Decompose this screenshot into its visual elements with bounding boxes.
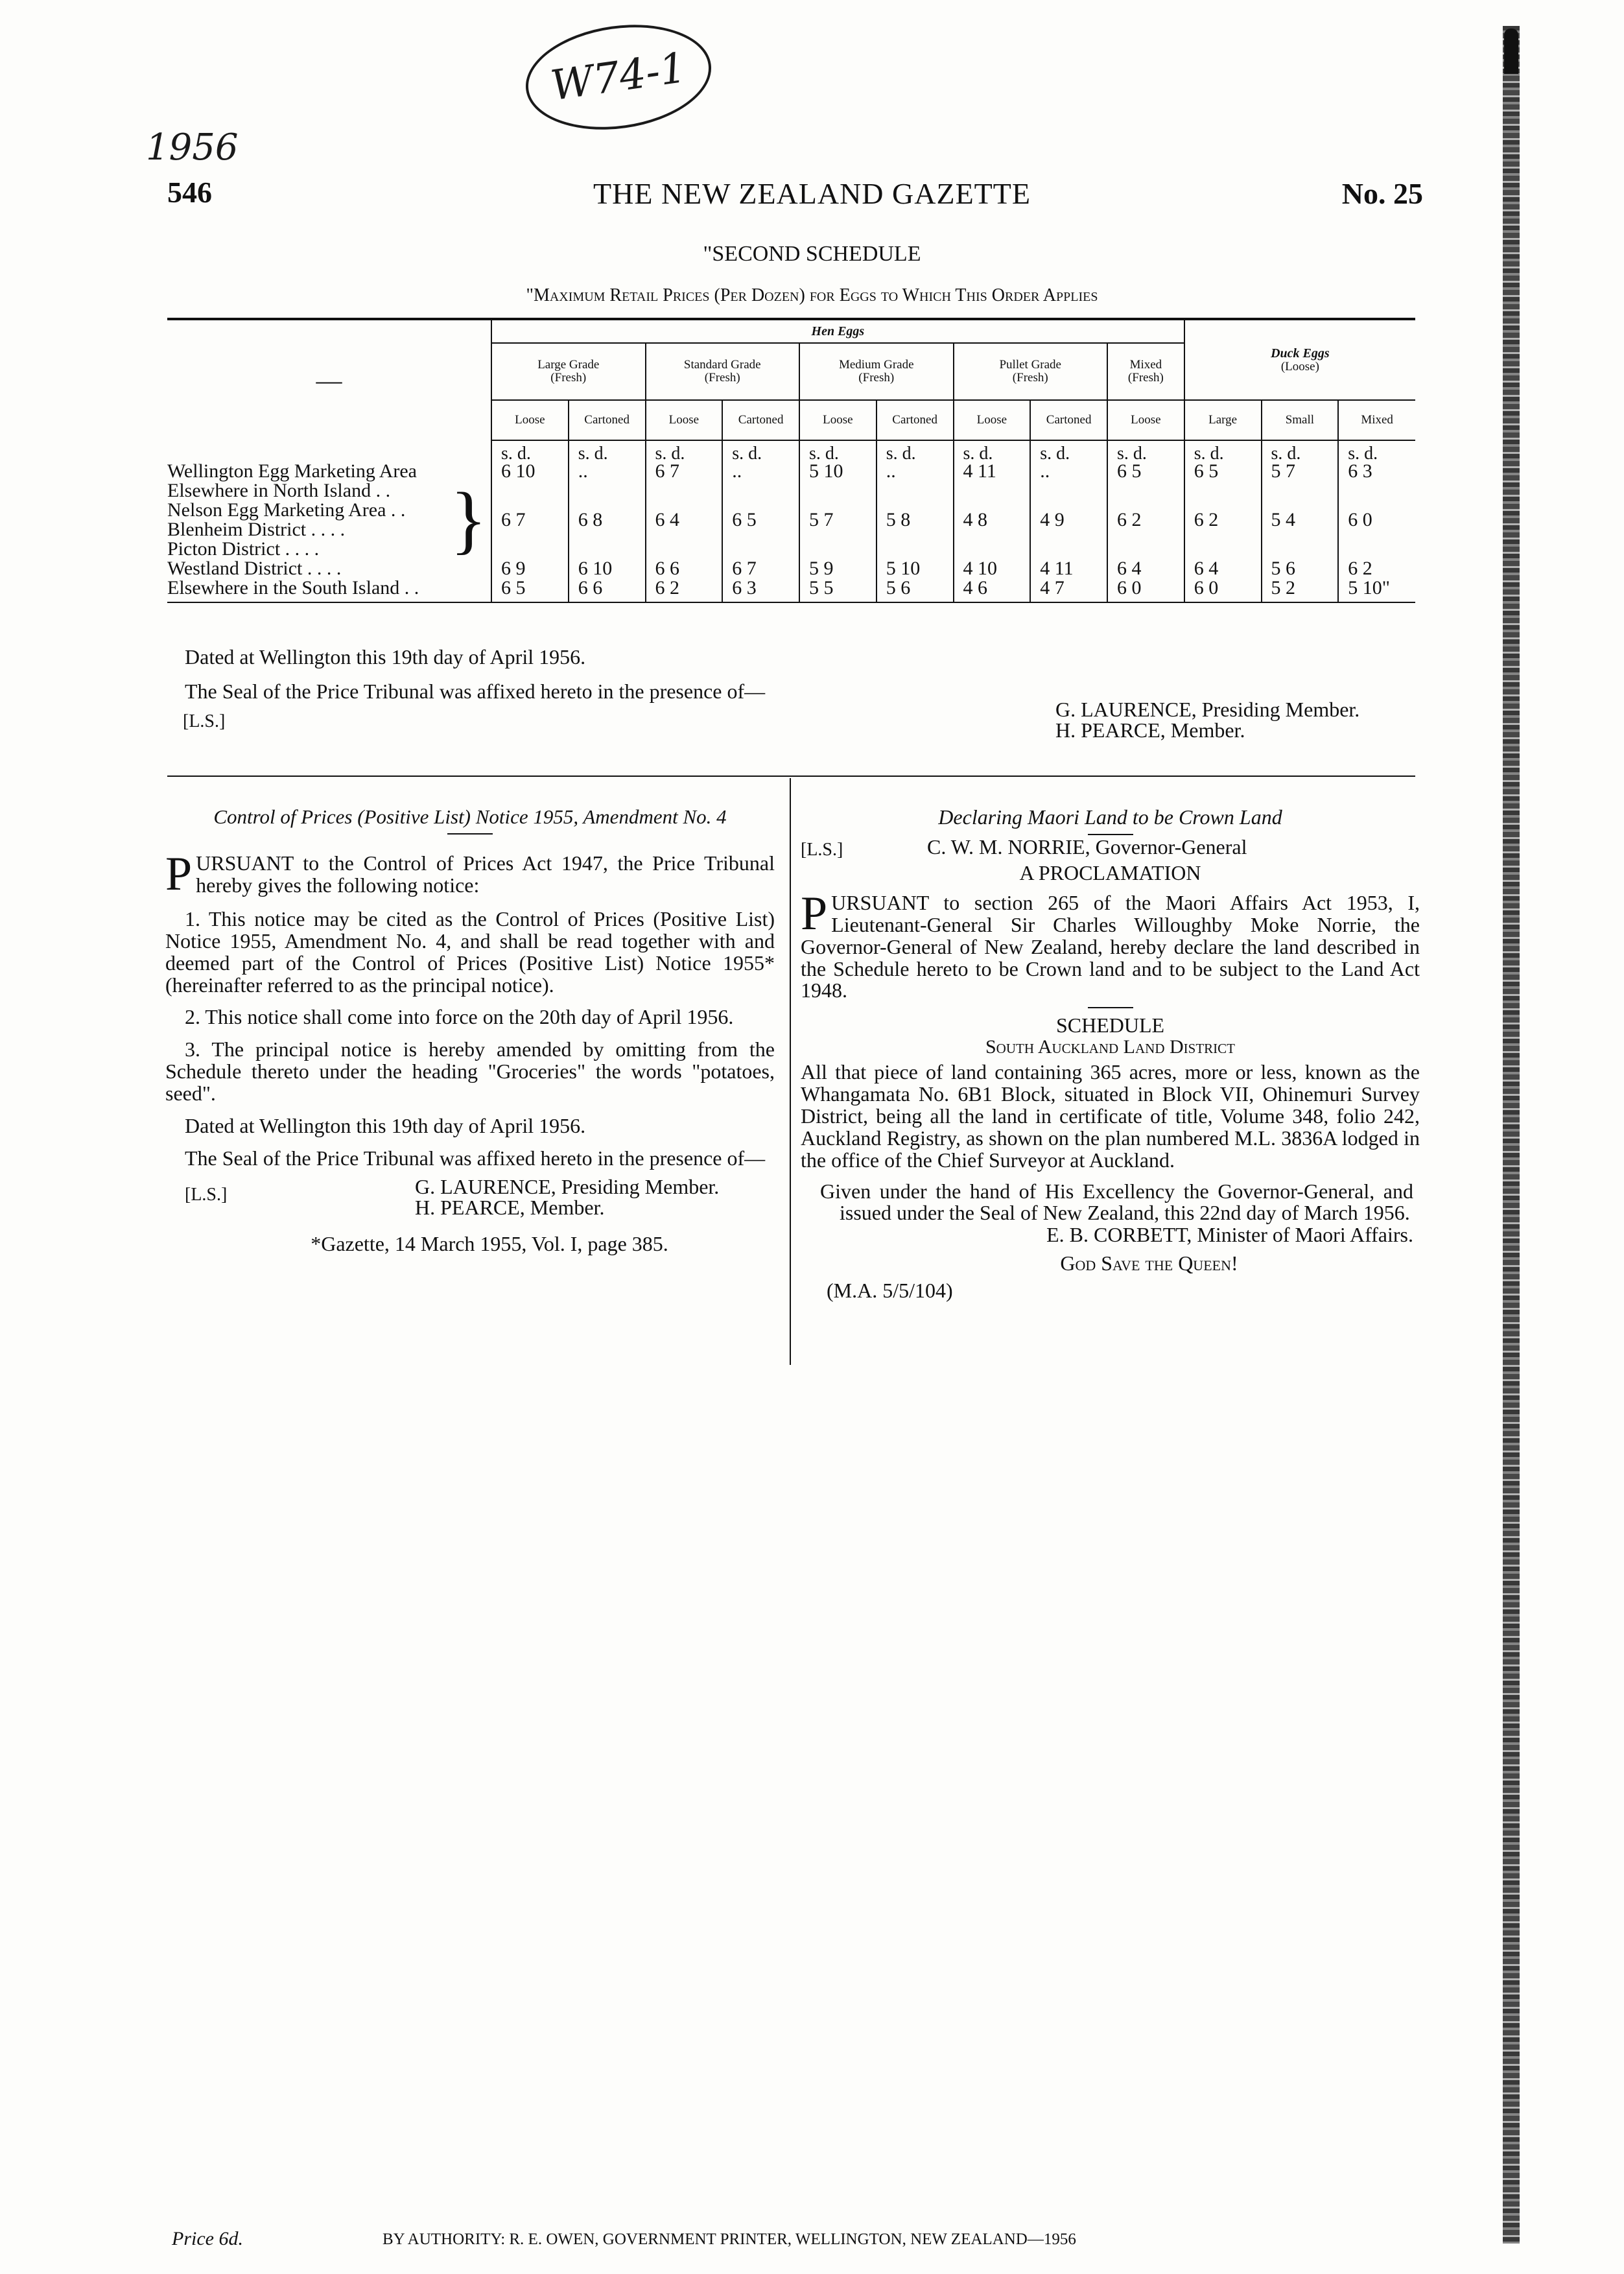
area-name: Wellington Egg Marketing Area xyxy=(167,460,417,482)
price-cell: 6 8 xyxy=(569,481,646,559)
price-cell: 6 7 xyxy=(646,462,723,481)
column-header: Cartoned xyxy=(877,400,954,440)
column-header: Cartoned xyxy=(722,400,799,440)
price-cell: 6 2 xyxy=(1184,481,1262,559)
land-description: All that piece of land containing 365 acres, more or less, known as the Whangamata No. 6B1 Block, situated in Block VII, Ohinemuri Survey District, being all the land in certificate of title, Volume 348, folio 242, Auckland Registry, as shown on the plan numbered M.L. 3836A lodged in the office of the Chief Surveyor at Auckland. xyxy=(801,1060,1420,1172)
section-divider xyxy=(167,776,1415,777)
price-cell: 6 4 xyxy=(1184,559,1262,578)
unit-label: s. d. xyxy=(491,440,569,462)
grouping-brace: } xyxy=(450,477,487,562)
right-ls: [L.S.] xyxy=(801,839,843,860)
price-cell: 6 7 xyxy=(722,559,799,578)
left-clause-2: 2. This notice shall come into force on the 20th day of April 1956. xyxy=(185,1005,734,1029)
duck-eggs-sub: (Loose) xyxy=(1280,359,1319,373)
price-cell: 6 5 xyxy=(1184,462,1262,481)
unit-label: s. d. xyxy=(799,440,877,462)
price-cell: .. xyxy=(877,462,954,481)
unit-label: s. d. xyxy=(1338,440,1415,462)
price-cell: 6 2 xyxy=(1107,481,1184,559)
left-notice-title: Control of Prices (Positive List) Notice 1955, Amendment No. 4 xyxy=(213,805,727,828)
hen-eggs-header: Hen Eggs xyxy=(491,319,1184,343)
area-name: Nelson Egg Marketing Area . . xyxy=(167,499,406,521)
schedule-signer-2: H. PEARCE, Member. xyxy=(1055,718,1245,742)
footer-price: Price 6d. xyxy=(172,2228,243,2249)
price-cell: 6 5 xyxy=(1107,462,1184,481)
price-cell: 6 7 xyxy=(491,481,569,559)
page-number: 546 xyxy=(167,176,212,209)
price-cell: 6 3 xyxy=(722,578,799,602)
schedule-ls: [L.S.] xyxy=(183,711,226,731)
column-divider xyxy=(790,778,791,1365)
left-clause-1: 1. This notice may be cited as the Control of Prices (Positive List) Notice 1955, Amendment No. 4, and shall be read together with and deemed part of the Control of Prices (Positive List) Notice 1955* (hereinafter referred to as the principal notice). xyxy=(165,906,775,997)
table-row xyxy=(167,481,1415,559)
proclamation-heading: A PROCLAMATION xyxy=(1019,860,1201,884)
unit-label: s. d. xyxy=(1262,440,1339,462)
unit-label: s. d. xyxy=(877,440,954,462)
price-cell: 5 10" xyxy=(1338,578,1415,602)
area-name: Blenheim District . . . . xyxy=(167,519,346,540)
column-header: Cartoned xyxy=(1030,400,1107,440)
price-cell: 5 2 xyxy=(1262,578,1339,602)
price-cell: .. xyxy=(569,462,646,481)
column-header: Loose xyxy=(646,400,723,440)
price-cell: 6 0 xyxy=(1338,481,1415,559)
price-cell: 4 11 xyxy=(1030,559,1107,578)
dropcap: P xyxy=(801,886,828,940)
grade-mixed: Mixed (Fresh) xyxy=(1107,343,1184,400)
column-header: Loose xyxy=(491,400,569,440)
column-header: Loose xyxy=(799,400,877,440)
price-cell: 4 8 xyxy=(954,481,1031,559)
price-cell: 6 10 xyxy=(569,559,646,578)
price-cell: 6 3 xyxy=(1338,462,1415,481)
column-header: Mixed xyxy=(1338,400,1415,440)
right-notice xyxy=(801,807,1420,1302)
price-cell: 5 7 xyxy=(799,481,877,559)
grade-large: Large Grade (Fresh) xyxy=(491,343,646,400)
area-name: Westland District . . . . xyxy=(167,558,342,579)
left-dated: Dated at Wellington this 19th day of April 1956. xyxy=(185,1114,586,1138)
grade-pullet: Pullet Grade (Fresh) xyxy=(954,343,1108,400)
table-row xyxy=(167,462,1415,481)
schedule-signer-1: G. LAURENCE, Presiding Member. xyxy=(1055,698,1360,721)
price-cell: 5 6 xyxy=(1262,559,1339,578)
governor-name: C. W. M. NORRIE, Governor-General xyxy=(927,835,1247,859)
unit-label: s. d. xyxy=(1030,440,1107,462)
price-cell: 6 4 xyxy=(646,481,723,559)
left-signer-1: G. LAURENCE, Presiding Member. xyxy=(415,1174,720,1198)
area-name: Picton District . . . . xyxy=(167,538,320,560)
left-ls: [L.S.] xyxy=(185,1184,228,1205)
issue-number: No. 25 xyxy=(1341,177,1423,210)
duck-eggs-header xyxy=(1184,319,1415,400)
price-cell: 4 9 xyxy=(1030,481,1107,559)
unit-label: s. d. xyxy=(954,440,1031,462)
column-header: Large xyxy=(1184,400,1262,440)
price-cell: 4 6 xyxy=(954,578,1031,602)
column-header: Loose xyxy=(954,400,1031,440)
unit-label: s. d. xyxy=(1107,440,1184,462)
price-cell: .. xyxy=(1030,462,1107,481)
column-header: Loose xyxy=(1107,400,1184,440)
area-name: Elsewhere in North Island . . xyxy=(167,480,391,501)
price-cell: 6 9 xyxy=(491,559,569,578)
unit-label: s. d. xyxy=(569,440,646,462)
left-clause-3: 3. The principal notice is hereby amended by omitting from the Schedule thereto under the heading "Groceries" the words "potatoes, seed". xyxy=(165,1037,775,1106)
area-name: Elsewhere in the South Island . . xyxy=(167,578,491,602)
price-cell: 4 11 xyxy=(954,462,1031,481)
table-row xyxy=(167,578,1415,602)
footer-authority: BY AUTHORITY: R. E. OWEN, GOVERNMENT PRINTER, WELLINGTON, NEW ZEALAND—1956 xyxy=(382,2231,1076,2248)
given-under-hand: Given under the hand of His Excellency the Governor-General, and issued under the Seal of New Zealand, this 22nd day of March 1956. xyxy=(820,1179,1413,1225)
title-rule xyxy=(447,833,493,835)
price-cell: 6 0 xyxy=(1107,578,1184,602)
reference-text: W74-1 xyxy=(548,43,689,111)
price-cell: 5 5 xyxy=(799,578,877,602)
governor-line xyxy=(801,836,1420,862)
price-cell: 6 6 xyxy=(646,559,723,578)
reference-stamp xyxy=(519,14,718,141)
binding-edge xyxy=(1503,26,1520,2244)
duck-eggs-label: Duck Eggs xyxy=(1271,346,1330,361)
price-cell: 6 10 xyxy=(491,462,569,481)
price-cell: 5 9 xyxy=(799,559,877,578)
price-cell: 5 4 xyxy=(1262,481,1339,559)
left-notice xyxy=(165,807,775,1255)
grade-standard: Standard Grade (Fresh) xyxy=(646,343,800,400)
schedule-heading: SCHEDULE xyxy=(1055,1013,1165,1037)
area-group xyxy=(167,477,491,562)
price-cell: 6 6 xyxy=(569,578,646,602)
left-signatures xyxy=(165,1176,775,1222)
god-save-the-queen: God Save the Queen! xyxy=(1060,1251,1238,1275)
left-signer-2: H. PEARCE, Member. xyxy=(415,1195,605,1219)
file-reference: (M.A. 5/5/104) xyxy=(827,1279,953,1303)
minister-signature: E. B. CORBETT, Minister of Maori Affairs. xyxy=(1046,1223,1413,1247)
price-cell: 6 4 xyxy=(1107,559,1184,578)
left-footnote: *Gazette, 14 March 1955, Vol. I, page 385. xyxy=(311,1231,668,1255)
price-cell: 6 0 xyxy=(1184,578,1262,602)
egg-price-table xyxy=(167,318,1415,603)
unit-row xyxy=(167,440,1415,462)
gazette-title: THE NEW ZEALAND GAZETTE xyxy=(593,177,1031,210)
schedule-title: "SECOND SCHEDULE xyxy=(703,242,921,266)
schedule-subtitle: "Maximum Retail Prices (Per Dozen) for Eggs to Which This Order Applies xyxy=(526,285,1098,305)
dropcap: P xyxy=(165,847,193,901)
unit-label: s. d. xyxy=(722,440,799,462)
grade-medium: Medium Grade (Fresh) xyxy=(799,343,954,400)
unit-label: s. d. xyxy=(1184,440,1262,462)
price-cell: 5 10 xyxy=(799,462,877,481)
price-cell: 6 5 xyxy=(722,481,799,559)
price-cell: 6 5 xyxy=(491,578,569,602)
left-notice-intro: PURSUANT to the Control of Prices Act 1947, the Price Tribunal hereby gives the following notice: xyxy=(165,847,775,901)
land-district: South Auckland Land District xyxy=(985,1036,1235,1058)
section-rule xyxy=(1088,1007,1133,1008)
price-cell: 6 2 xyxy=(646,578,723,602)
binding-edge-top xyxy=(1504,29,1518,74)
price-cell: 4 7 xyxy=(1030,578,1107,602)
right-notice-title: Declaring Maori Land to be Crown Land xyxy=(938,805,1282,829)
left-seal-text: The Seal of the Price Tribunal was affixed hereto in the presence of— xyxy=(185,1146,766,1170)
right-notice-intro: PURSUANT to section 265 of the Maori Affairs Act 1953, I, Lieutenant-General Sir Charles Willoughby Moke Norrie, the Governor-General of New Zealand, hereby declare the land described in the Schedule hereto to be Crown land and to be subject to the Land Act 1948. xyxy=(801,886,1420,1002)
price-cell: 5 8 xyxy=(877,481,954,559)
column-header: Cartoned xyxy=(569,400,646,440)
schedule-dated: Dated at Wellington this 19th day of April 1956. xyxy=(185,645,586,669)
unit-label: s. d. xyxy=(646,440,723,462)
handwritten-year: 1956 xyxy=(146,126,239,169)
column-header: Small xyxy=(1262,400,1339,440)
price-cell: 5 6 xyxy=(877,578,954,602)
price-cell: 5 10 xyxy=(877,559,954,578)
area-column-header: — xyxy=(167,319,491,440)
price-cell: 4 10 xyxy=(954,559,1031,578)
price-cell: 6 2 xyxy=(1338,559,1415,578)
price-cell: .. xyxy=(722,462,799,481)
table-row xyxy=(167,559,1415,578)
schedule-seal-text: The Seal of the Price Tribunal was affixed hereto in the presence of— xyxy=(185,680,766,703)
table-header-row xyxy=(167,319,1415,343)
price-cell: 5 7 xyxy=(1262,462,1339,481)
